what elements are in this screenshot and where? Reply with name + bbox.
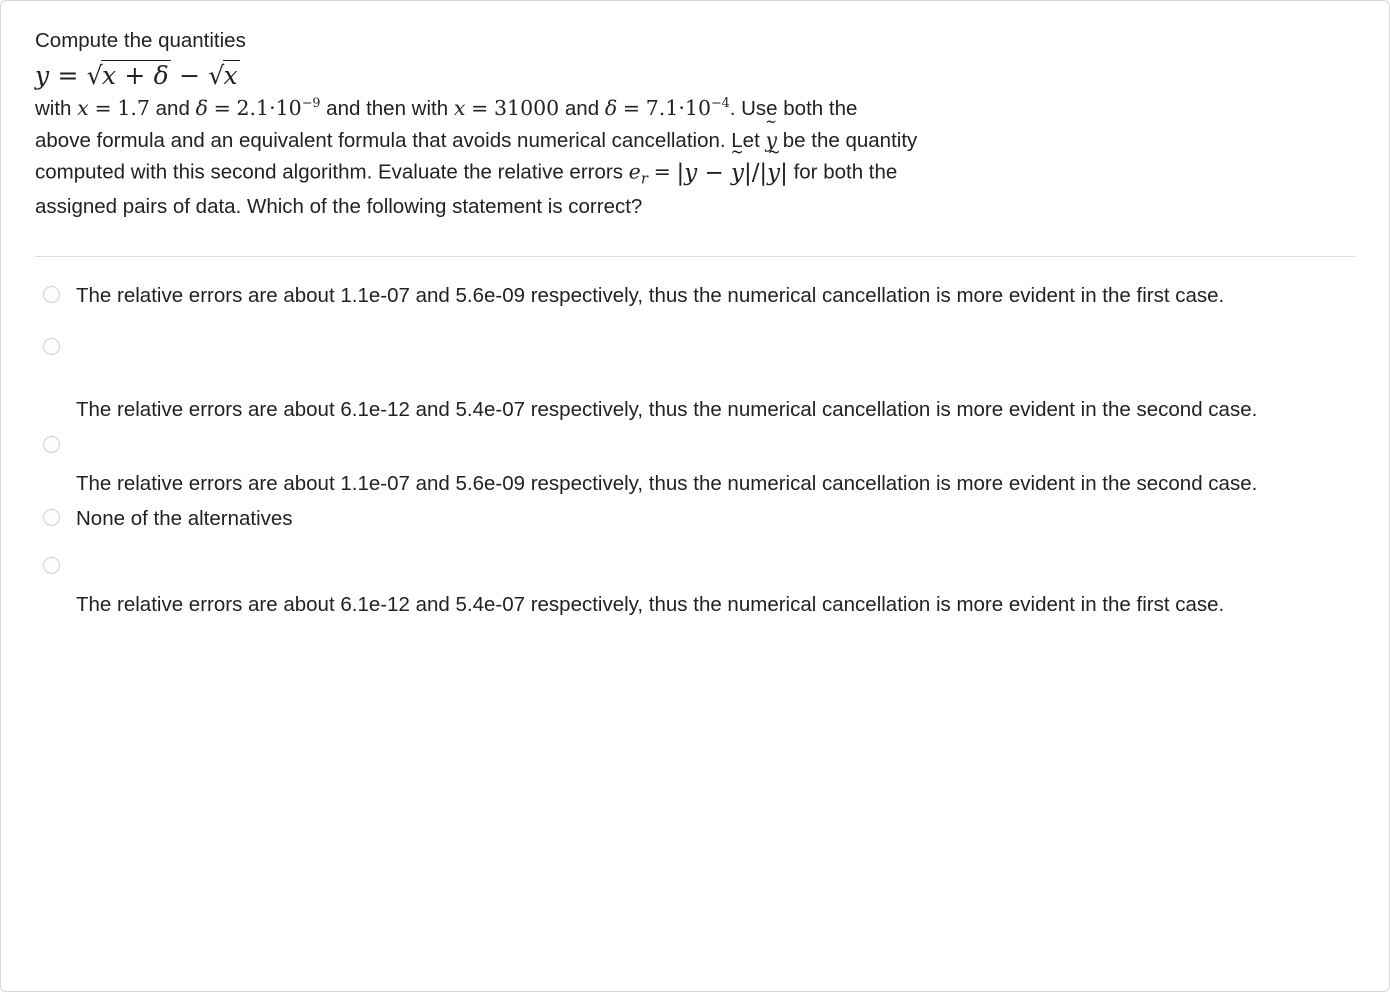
with-label: with [35,97,72,121]
line-5-tail: for both the [793,160,898,184]
radicand-1: x + δ [101,61,169,91]
delta-symbol-2: δ [604,96,618,121]
ten-base-1: 10 [275,96,302,121]
radio-button-icon-2[interactable] [43,338,60,355]
x-symbol-1: x [77,96,89,121]
delta-symbol-1: δ [195,96,208,121]
radio-button-icon-5[interactable] [43,557,60,574]
line-4-text: above formula and an equivalent formula that avoids numerical cancellation. Let [35,128,760,152]
answer-option-2[interactable] [35,333,1355,425]
equals-3: = [471,96,489,121]
question-line-3 [35,93,1355,124]
question-line-1: Compute the quantities [35,29,246,52]
answer-option-3[interactable] [35,431,1355,499]
answer-option-label-1: The relative errors are about 1.1e-07 and 5.6e-09 respectively, thus the numerical cancellation is more evident in the first case. [76,283,1225,307]
line-5-text: computed with this second algorithm. Evaluate the relative errors [35,160,623,184]
answer-option-label-3: The relative errors are about 1.1e-07 and 5.6e-09 respectively, thus the numerical cancellation is more evident in the second case. [76,472,1258,496]
exponent-2: −4 [711,95,730,111]
sqrt-symbol-2: √ [208,61,225,91]
y-tilde-symbol-1: ~ y [765,125,777,156]
answer-options-list [1,257,1389,621]
equals-2: = [213,96,231,121]
question-line-4 [35,125,1355,156]
formula-minus: − [179,61,201,91]
mid-label: and then with [326,97,449,121]
answer-option-4[interactable] [35,504,1355,534]
answer-option-1[interactable] [35,281,1355,311]
x-value-2: 31000 [493,96,560,121]
radio-button-icon-3[interactable] [43,436,60,453]
error-subscript: r [640,170,648,188]
question-formula [35,60,1355,91]
formula-equals: = [57,61,79,91]
sqrt-symbol-1: √ [86,61,103,91]
question-text-block [1,1,1389,222]
error-equals: = [653,159,671,184]
answer-option-label-5: The relative errors are about 6.1e-12 and 5.4e-07 respectively, thus the numerical cancellation is more evident in the first case. [76,593,1225,617]
question-line-6: assigned pairs of data. Which of the following statement is correct? [35,194,643,218]
answer-option-label-4: None of the alternatives [76,506,293,530]
x-value-1: 1.7 [117,96,150,121]
delta-mantissa-2: 7.1 [645,96,679,121]
radicand-2: x [223,61,238,91]
line-3-tail: . Use both the [729,97,858,121]
answer-option-5[interactable] [35,552,1355,620]
equals-1: = [94,96,112,121]
radio-button-icon-4[interactable] [43,509,60,526]
formula-lhs: y [35,61,50,91]
equals-4: = [622,96,641,121]
line-4-tail: be the quantity [782,128,918,152]
delta-mantissa-1: 2.1 [236,96,270,121]
relative-error-expression: |y − ~ y|/|~ y| [676,160,787,186]
and-label-2: and [564,97,600,121]
dot-operator-2: · [678,96,685,121]
dot-operator-1: · [269,96,276,121]
and-label-1: and [155,97,190,121]
question-line-5 [35,156,1355,191]
exponent-1: −9 [301,95,321,111]
x-symbol-2: x [453,96,466,121]
error-symbol: e [628,159,641,184]
ten-base-2: 10 [684,96,711,121]
answer-option-label-2: The relative errors are about 6.1e-12 and 5.4e-07 respectively, thus the numerical cancellation is more evident in the second case. [76,398,1258,422]
radio-button-icon-1[interactable] [43,286,60,303]
